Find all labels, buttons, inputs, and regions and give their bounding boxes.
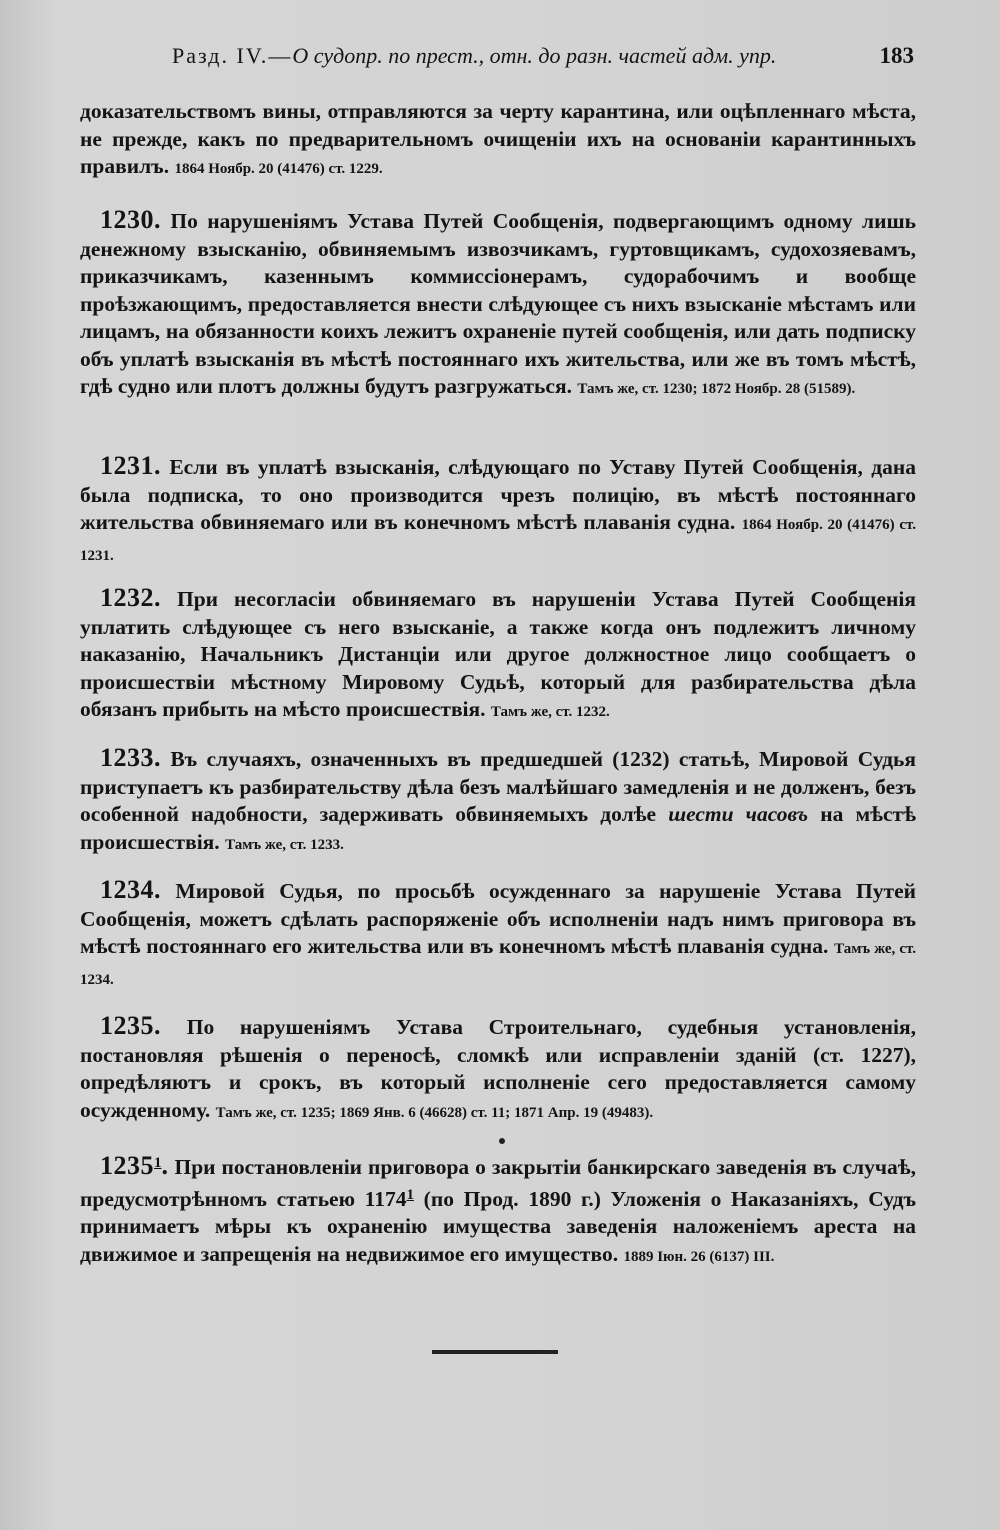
article-number: 1231. — [100, 451, 161, 480]
article-reference: Тамъ же, ст. 1232. — [490, 704, 610, 720]
article-1235-1 — [80, 1150, 916, 1271]
article-text: При постановленіи приговора о закрытіи банкирскаго заведенія въ случаѣ, предусмотрѣнномъ статьею 1174 — [80, 1155, 916, 1211]
end-rule — [432, 1350, 558, 1354]
intro-reference: 1864 Ноябр. 20 (41476) ст. 1229. — [174, 161, 383, 177]
article-number: 1235. — [100, 1011, 161, 1040]
article-1232 — [80, 584, 916, 727]
article-text: Въ случаяхъ, означенныхъ въ предшедшей (1232) статьѣ, Мировой Судья приступаетъ къ разбирательству дѣла безъ малѣйшаго замедленія и не долженъ, безъ особенной надобности, задерживать обвиняемыхъ долѣе — [80, 747, 917, 826]
intro-paragraph — [80, 98, 916, 184]
article-text: По нарушеніямъ Устава Строительнаго, судебныя установленія, постановляя рѣшенія о переносѣ, сломкѣ или исправленіи зданій (ст. 1227), опредѣляютъ и срокъ, въ который исполненіе сего предоставляется самому осужденному. — [80, 1015, 917, 1122]
article-1233 — [80, 744, 916, 859]
article-text: Мировой Судья, по просьбѣ осужденнаго за нарушеніе Устава Путей Сообщенія, можетъ сдѣлать распоряженіе объ исполненіи надъ нимъ приговора въ мѣстѣ постояннаго его жительства или въ конечномъ мѣстѣ плаванія судна. — [80, 879, 917, 958]
article-text-italic: шести часовъ — [668, 802, 809, 826]
article-text: При несогласіи обвиняемаго въ нарушеніи Устава Путей Сообщенія уплатить слѣдующее съ него взысканіе, а также когда онъ подлежитъ личному наказанію, Начальникъ Дистанціи или другое должностное лицо сообщаетъ о происшествіи мѣстному Мировому Судьѣ, который для разбирательства дѣла обязанъ прибыть на мѣсто происшествія. — [80, 587, 916, 721]
article-reference: 1864 Ноябр. 20 (41476) ст. 1231. — [80, 517, 916, 564]
article-number: 1234. — [100, 875, 161, 904]
article-1230 — [80, 206, 916, 404]
article-reference: 1889 Іюн. 26 (6137) III. — [623, 1248, 775, 1265]
article-text: По нарушеніямъ Устава Путей Сообщенія, подвергающимъ одному лишь денежному взысканію, обвиняемымъ извозчикамъ, гуртовщикамъ, судохозяевамъ, приказчикамъ, казеннымъ коммиссіонерамъ, судорабочимъ и вообще проѣзжающимъ, предоставляется внести слѣдующее съ нихъ взысканіе мѣстамъ или лицамъ, на обязанности коихъ лежитъ охраненіе путей сообщенія, или дать подписку объ уплатѣ взысканія въ мѣстѣ постояннаго ихъ жительства, или же въ томъ мѣстѣ, гдѣ судно или плотъ должны будутъ разгружаться. — [80, 209, 917, 398]
inline-superscript: 1 — [406, 1186, 415, 1203]
article-reference: Тамъ же, ст. 1230; 1872 Ноябр. 28 (51589). — [577, 381, 856, 397]
running-header — [172, 38, 922, 74]
section-label: Разд. IV.— — [172, 43, 293, 68]
article-text-end: на мѣстѣ происшествія. — [80, 802, 916, 854]
article-number: 1235 — [100, 1151, 154, 1180]
article-reference: Тамъ же, ст. 1234. — [80, 941, 916, 988]
header-title: О судопр. по прест., отн. до разн. частей адм. упр. — [292, 43, 777, 68]
article-reference: Тамъ же, ст. 1235; 1869 Янв. 6 (46628) ст. 11; 1871 Апр. 19 (49483). — [215, 1104, 654, 1121]
page-number: 183 — [879, 43, 914, 68]
article-reference: Тамъ же, ст. 1233. — [225, 836, 344, 853]
article-1234 — [80, 876, 916, 994]
article-number-superscript: 1 — [154, 1155, 162, 1171]
article-1235 — [80, 1012, 916, 1127]
article-number: 1230. — [100, 205, 161, 234]
article-text: Если въ уплатѣ взысканія, слѣдующаго по Уставу Путей Сообщенія, дана была подписка, то оно производится чрезъ полицію, въ мѣстѣ постояннаго жительства обвиняемаго или въ конечномъ мѣстѣ плаванія судна. — [80, 455, 916, 534]
intro-text: доказательствомъ вины, отправляются за черту карантина, или оцѣпленнаго мѣста, не прежде, какъ по предварительномъ очищеніи ихъ на основаніи карантинныхъ правилъ. — [80, 99, 916, 178]
article-1231 — [80, 452, 916, 570]
article-number-dot: . — [161, 1151, 169, 1180]
article-text-end: (по Прод. 1890 г.) Уложенія о Наказаніяхъ, Судъ принимаетъ мѣры къ охраненію имущества заведенія наложеніемъ ареста на движимое и запрещенія на недвижимое его имущество. — [80, 1186, 917, 1266]
article-number: 1233. — [100, 743, 161, 772]
ink-dot — [499, 1138, 505, 1144]
article-number: 1232. — [100, 583, 161, 612]
